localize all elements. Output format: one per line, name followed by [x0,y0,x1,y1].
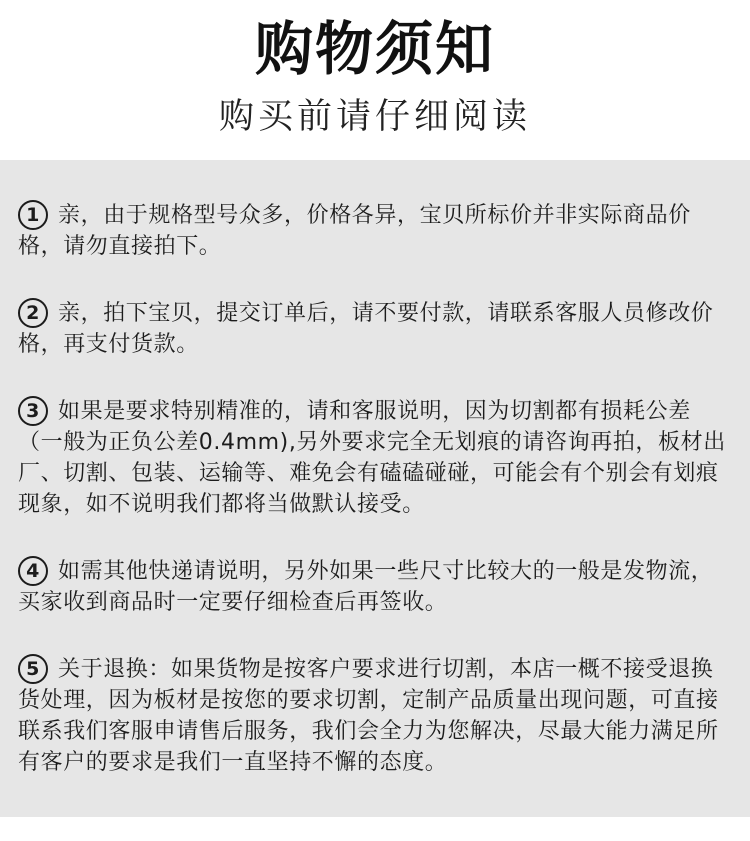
notice-item-1 [18,200,734,262]
notice-text-4: 如需其他快递请说明，另外如果一些尺寸比较大的一般是发物流，买家收到商品时一定要仔细检查后再签收。 [18,559,714,615]
notice-item-5 [18,654,734,778]
circled-number-4: 4 [18,556,48,586]
notice-item-2 [18,298,734,360]
notice-item-3 [18,396,734,520]
circled-number-1: 1 [18,200,48,230]
notice-panel [0,160,750,817]
notice-text-3: 如果是要求特别精准的，请和客服说明，因为切割都有损耗公差（一般为正负公差0.4mm),另外要求完全无划痕的请咨询再拍，板材出厂、切割、包装、运输等、难免会有磕磕碰碰，可能会有个别会有划痕现象，如不说明我们都将当做默认接受。 [18,399,726,517]
notice-item-4 [18,556,734,618]
header [0,0,750,160]
notice-text-1: 亲，由于规格型号众多，价格各异，宝贝所标价并非实际商品价格，请勿直接拍下。 [18,203,691,259]
circled-number-5: 5 [18,654,48,684]
circled-number-2: 2 [18,298,48,328]
circled-number-3: 3 [18,396,48,426]
notice-text-2: 亲，拍下宝贝，提交订单后，请不要付款，请联系客服人员修改价格，再支付货款。 [18,301,714,357]
notice-text-5: 关于退换：如果货物是按客户要求进行切割，本店一概不接受退换货处理，因为板材是按您的要求切割，定制产品质量出现问题，可直接联系我们客服申请售后服务，我们会全力为您解决，尽最大能力满足所有客户的要求是我们一直坚持不懈的态度。 [18,657,719,775]
page-subtitle: 购买前请仔细阅读 [218,97,531,137]
page-title: 购物须知 [254,15,495,83]
